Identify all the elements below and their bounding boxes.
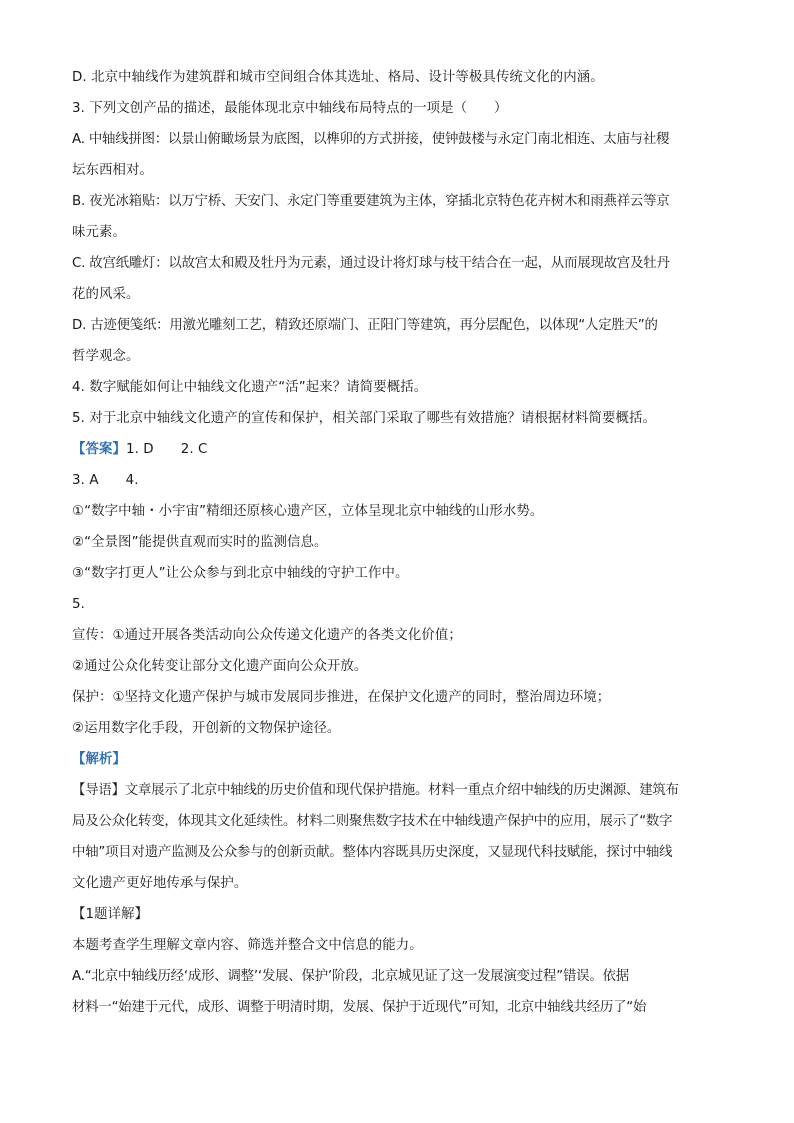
answer-text: 1. D 2. C xyxy=(125,442,208,457)
analysis-tag: 【解析】 xyxy=(72,752,126,767)
analysis-line xyxy=(72,744,724,775)
option-a-line-1: A. 中轴线拼图：以景山俯瞰场景为底图，以榫卯的方式拼接，使钟鼓楼与永定门南北相连、太庙与社稷 xyxy=(72,132,670,147)
option-d-line-2: 哲学观念。 xyxy=(72,349,140,364)
option-a-line-2: 坛东西相对。 xyxy=(72,163,153,178)
q1-detail-intro: 本题考查学生理解文章内容、筛选并整合文中信息的能力。 xyxy=(72,938,423,953)
answer-5-protection-2: ②运用数字化手段，开创新的文物保护途径。 xyxy=(72,721,341,736)
answer-5-protection-1: 保护：①坚持文化遗产保护与城市发展同步推进，在保护文化遗产的同时，整治周边环境； xyxy=(72,690,611,705)
question-4: 4. 数字赋能如何让中轴线文化遗产“活”起来？请简要概括。 xyxy=(72,380,428,395)
answer-5-publicity-1: 宣传：①通过开展各类活动向公众传递文化遗产的各类文化价值； xyxy=(72,628,462,643)
question-5: 5. 对于北京中轴线文化遗产的宣传和保护，相关部门采取了哪些有效措施？请根据材料简要概括。 xyxy=(72,411,656,426)
q1-detail-heading: 【1题详解】 xyxy=(72,907,149,922)
answer-line xyxy=(72,434,724,465)
option-c-line-1: C. 故宫纸雕灯：以故宫太和殿及牡丹为元素，通过设计将灯球与枝干结合在一起，从而展现故宫及牡丹 xyxy=(72,256,670,271)
answer-tag: 【答案】 xyxy=(72,442,126,457)
option-b-line-1: B. 夜光冰箱贴：以万宁桥、天安门、永定门等重要建筑为主体，穿插北京特色花卉树木和雨燕祥云等京 xyxy=(72,194,670,209)
question-3: 3. 下列文创产品的描述，最能体现北京中轴线布局特点的一项是（ ） xyxy=(72,101,508,116)
q1-detail-a-line-2: 材料一“始建于元代，成形、调整于明清时期，发展、保护于近现代”可知，北京中轴线共经历了“始 xyxy=(72,1000,647,1015)
guide-line-1 xyxy=(72,775,724,806)
guide-text: 文章展示了北京中轴线的历史价值和现代保护措施。材料一重点介绍中轴线的历史渊源、建筑布 xyxy=(124,783,679,798)
option-c-line-2: 花的风采。 xyxy=(72,287,140,302)
option-b-line-2: 味元素。 xyxy=(72,225,126,240)
guide-line-2: 局及公众化转变，体现其文化延续性。材料二则聚焦数字技术在中轴线遗产保护中的应用，展示了“数字 xyxy=(72,814,673,829)
document-page xyxy=(72,62,724,1023)
answer-5-label: 5. xyxy=(72,597,85,612)
q1-detail-a-line-1: A.“北京中轴线历经‘成形、调整’‘发展、保护’阶段，北京城见证了这一发展演变过程”错误。依据 xyxy=(72,969,629,984)
answer-3-4: 3. A 4. xyxy=(72,473,139,488)
guide-line-3: 中轴”项目对遗产监测及公众参与的创新贡献。整体内容既具历史深度，又显现代科技赋能，探讨中轴线 xyxy=(72,845,673,860)
answer-5-publicity-2: ②通过公众化转变让部分文化遗产面向公众开放。 xyxy=(72,659,368,674)
answer-4-point-2: ②“全景图”能提供直观而实时的监测信息。 xyxy=(72,535,328,550)
answer-4-point-1: ①“数字中轴・小宇宙”精细还原核心遗产区，立体呈现北京中轴线的山形水势。 xyxy=(72,504,544,519)
guide-line-4: 文化遗产更好地传承与保护。 xyxy=(72,876,248,891)
option-d-line-1: D. 古迹便笺纸：用激光雕刻工艺，精致还原端门、正阳门等建筑，再分层配色，以体现“人定胜天”的 xyxy=(72,318,658,333)
guide-tag: 【导语】 xyxy=(72,783,125,798)
option-d-q2: D. 北京中轴线作为建筑群和城市空间组合体其选址、格局、设计等极具传统文化的内涵。 xyxy=(72,70,604,85)
answer-4-point-3: ③“数字打更人”让公众参与到北京中轴线的守护工作中。 xyxy=(72,566,409,581)
